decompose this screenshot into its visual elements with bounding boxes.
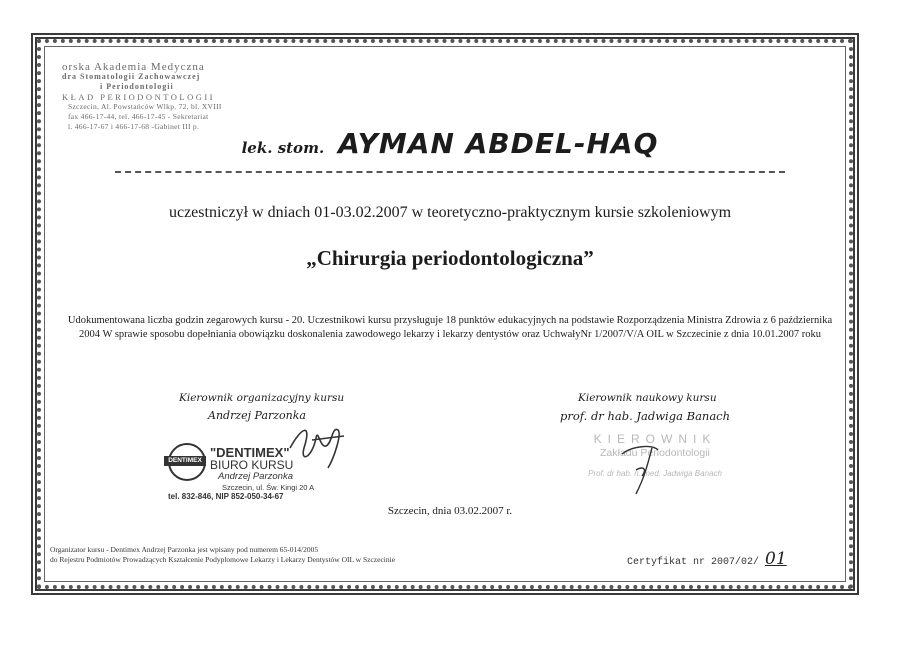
footer-line-2: do Rejestru Podmiotów Prowadzących Kształcenie Podyplomowe Lekarzy i Lekarzy Dentystów OIL w Szczecinie xyxy=(50,555,396,564)
details-line-2: 2004 W sprawie sposobu dopełniania obowiązku doskonalenia zawodowego lekarzy i lekarzy dentystów oraz UchwałyNr 1/2007/V/A OIL w Szczecinie z dnia 10.01.2007 roku xyxy=(79,329,821,340)
footer-note xyxy=(50,545,395,565)
recipient xyxy=(0,127,900,160)
course-title: „Chirurgia periodontologiczna” xyxy=(306,246,594,270)
scientific-signature xyxy=(612,440,672,498)
stamp-line-2: dra Stomatologii Zachowawczej xyxy=(62,72,201,81)
scientific-name: prof. dr hab. Jadwiga Banach xyxy=(560,409,731,423)
name-underline xyxy=(115,171,785,173)
organizer-role: Kierownik organizacyjny kursu xyxy=(179,392,345,404)
dentimex-office: BIURO KURSU xyxy=(210,458,294,472)
certificate-number-value: 01 xyxy=(765,549,787,569)
stamp-line-7: l. 466-17-67 i 466-17-68 -Gabinet III p. xyxy=(68,122,200,131)
course-details xyxy=(55,314,845,342)
dentimex-logo xyxy=(168,443,206,481)
department-stamp-person: Prof. dr hab. n. med. Jadwiga Banach xyxy=(588,469,722,478)
participation-text: uczestniczył w dniach 01-03.02.2007 w teoretyczno-praktycznym kursie szkoleniowym xyxy=(168,204,732,221)
university-stamp xyxy=(62,62,262,132)
scientific-role: Kierownik naukowy kursu xyxy=(578,392,717,404)
stamp-line-3: i Periodontologii xyxy=(100,82,174,91)
stamp-line-4: KŁAD PERIODONTOLOGII xyxy=(62,92,216,102)
dentimex-logo-text: DENTIMEX xyxy=(164,456,206,466)
recipient-title: lek. stom. xyxy=(241,139,325,157)
place-date: Szczecin, dnia 03.02.2007 r. xyxy=(387,505,513,517)
organizer-name: Andrzej Parzonka xyxy=(208,409,306,422)
details-line-1: Udokumentowana liczba godzin zegarowych kursu - 20. Uczestnikowi kursu przysługuje 18 punktów edukacyjnych na podstawie Rozporządzenia Ministra Zdrowia z 6 października xyxy=(67,315,833,326)
dentimex-contact: tel. 832-846, NIP 852-050-34-67 xyxy=(168,492,284,501)
dentimex-address: Szczecin, ul. Św. Kingi 20 A xyxy=(222,483,315,492)
footer-line-1: Organizator kursu - Dentimex Andrzej Parzonka jest wpisany pod numerem 65-014/2005 xyxy=(50,545,319,554)
recipient-name: AYMAN ABDEL-HAQ xyxy=(338,127,659,160)
dentimex-person: Andrzej Parzonka xyxy=(218,471,293,482)
certificate-number-label: Certyfikat nr 2007/02/ xyxy=(627,557,760,568)
stamp-line-5: Szczecin, Al. Powstańców Wlkp. 72, bl. XVIII xyxy=(68,102,222,111)
department-stamp-title: KIEROWNIK xyxy=(593,432,717,446)
dentimex-name: "DENTIMEX" xyxy=(210,445,290,460)
stamp-line-1: orska Akademia Medyczna xyxy=(62,61,205,73)
certificate-number xyxy=(627,549,787,569)
stamp-line-6: fax 466-17-44, tel. 466-17-45 - Sekretariat xyxy=(68,112,209,121)
department-stamp-unit: Zakładu Periodontologii xyxy=(600,447,710,459)
